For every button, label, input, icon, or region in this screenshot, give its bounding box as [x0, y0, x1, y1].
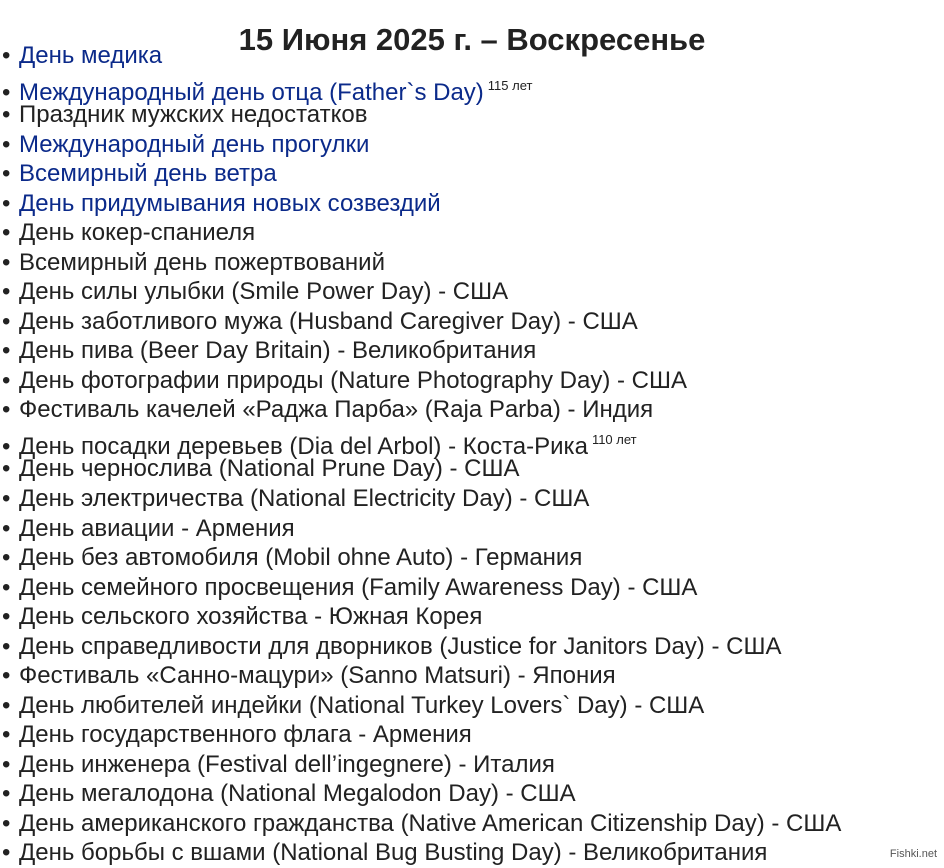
holiday-link[interactable]: День придумывания новых созвездий [19, 189, 441, 217]
list-item [0, 366, 841, 396]
bullet-icon: • [2, 130, 11, 158]
list-item [0, 779, 841, 809]
bullet-icon: • [2, 750, 11, 778]
bullet-icon: • [2, 544, 11, 572]
list-item [0, 838, 841, 868]
list-item [0, 543, 841, 573]
bullet-icon: • [2, 632, 11, 660]
holiday-text: Праздник мужских недостатков [19, 101, 368, 129]
watermark: Fishki.net [887, 847, 940, 861]
list-item [0, 691, 841, 721]
anniversary-badge: 115 лет [487, 77, 533, 93]
holiday-text: День электричества (National Electricity Day) - США [19, 484, 590, 512]
holiday-text: День справедливости для дворников (Justice for Janitors Day) - США [19, 632, 782, 660]
list-item[interactable] [0, 159, 841, 189]
bullet-icon: • [2, 160, 11, 188]
page-title: 15 Июня 2025 г. – Воскресенье [238, 21, 706, 57]
bullet-icon: • [2, 721, 11, 749]
holiday-link[interactable]: Международный день прогулки [19, 130, 370, 158]
list-item [0, 809, 841, 839]
holiday-text: День государственного флага - Армения [19, 721, 472, 749]
bullet-icon: • [2, 396, 11, 424]
bullet-icon: • [2, 101, 11, 129]
bullet-icon: • [2, 662, 11, 690]
list-item[interactable] [0, 71, 841, 106]
holiday-text: День фотографии природы (Nature Photography Day) - США [19, 366, 687, 394]
holiday-text: День без автомобиля (Mobil ohne Auto) - Германия [19, 544, 583, 572]
bullet-icon: • [2, 189, 11, 217]
bullet-icon: • [2, 219, 11, 247]
holiday-text: День заботливого мужа (Husband Caregiver Day) - США [19, 307, 638, 335]
bullet-icon: • [2, 248, 11, 276]
holiday-text: День любителей индейки (National Turkey Lovers` Day) - США [19, 691, 705, 719]
list-item[interactable] [0, 41, 841, 71]
list-item[interactable] [0, 189, 841, 219]
holiday-link[interactable]: Международный день отца (Father`s Day) [19, 78, 484, 106]
holiday-text: День силы улыбки (Smile Power Day) - США [19, 278, 509, 306]
list-item [0, 573, 841, 603]
holiday-link[interactable]: День медика [19, 42, 163, 69]
bullet-icon: • [2, 278, 11, 306]
holiday-text: День авиации - Армения [19, 514, 295, 542]
list-item [0, 425, 841, 460]
holiday-text: Всемирный день пожертвований [19, 248, 385, 276]
bullet-icon: • [2, 839, 11, 867]
bullet-icon: • [2, 573, 11, 601]
holiday-text: День чернослива (National Prune Day) - США [19, 455, 520, 483]
list-item[interactable] [0, 130, 841, 160]
holiday-text: День семейного просвещения (Family Awareness Day) - США [19, 573, 698, 601]
holiday-text: Фестиваль «Санно-мацури» (Sanno Matsuri) - Япония [19, 662, 616, 690]
holiday-text: Фестиваль качелей «Раджа Парба» (Raja Parba) - Индия [19, 396, 654, 424]
holiday-text: День кокер-спаниеля [19, 219, 256, 247]
bullet-icon: • [2, 366, 11, 394]
holiday-text: День сельского хозяйства - Южная Корея [19, 603, 483, 631]
bullet-icon: • [2, 514, 11, 542]
holiday-list [0, 41, 841, 868]
holiday-text: День борьбы с вшами (National Bug Busting Day) - Великобритания [19, 839, 768, 867]
list-item [0, 514, 841, 544]
list-item [0, 248, 841, 278]
list-item [0, 336, 841, 366]
list-item [0, 602, 841, 632]
holiday-text: День инженера (Festival dell’ingegnere) - Италия [19, 750, 555, 778]
anniversary-badge: 110 лет [591, 431, 637, 447]
bullet-icon: • [2, 691, 11, 719]
holiday-text: День пива (Beer Day Britain) - Великобритания [19, 337, 537, 365]
list-item [0, 454, 841, 484]
list-item [0, 661, 841, 691]
bullet-icon: • [2, 455, 11, 483]
list-item [0, 277, 841, 307]
list-item [0, 632, 841, 662]
list-item [0, 218, 841, 248]
list-item [0, 484, 841, 514]
holiday-link[interactable]: Всемирный день ветра [19, 160, 277, 188]
bullet-icon: • [2, 337, 11, 365]
bullet-icon: • [2, 484, 11, 512]
list-item [0, 395, 841, 425]
bullet-icon: • [2, 809, 11, 837]
bullet-icon: • [2, 307, 11, 335]
holiday-text: День посадки деревьев (Dia del Arbol) - Коста-Рика [19, 432, 588, 460]
holiday-text: День американского гражданства (Native American Citizenship Day) - США [19, 809, 842, 837]
list-item [0, 307, 841, 337]
bullet-icon: • [2, 78, 11, 106]
bullet-icon: • [2, 432, 11, 460]
bullet-icon: • [2, 780, 11, 808]
bullet-icon: • [2, 603, 11, 631]
list-item [0, 750, 841, 780]
bullet-icon: • [2, 42, 11, 69]
list-item [0, 720, 841, 750]
holiday-text: День мегалодона (National Megalodon Day) - США [19, 780, 576, 808]
